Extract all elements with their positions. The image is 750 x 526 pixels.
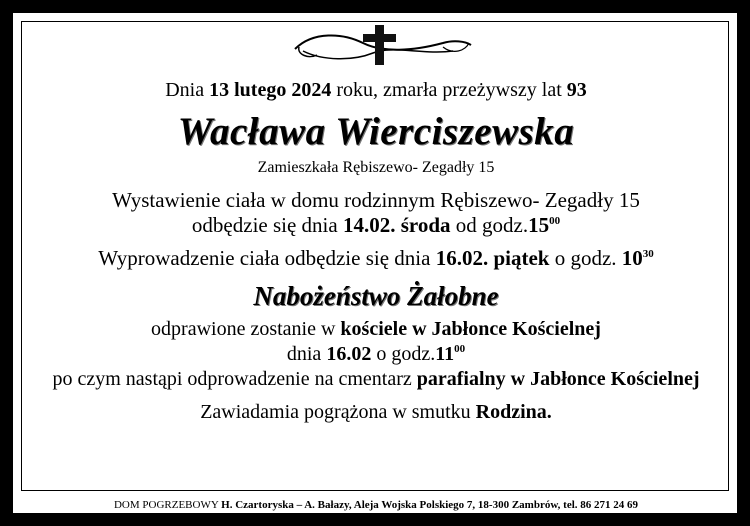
service-place: odprawione zostanie w kościele w Jabłonce Kościelnej (151, 318, 601, 340)
cross-ribbon-icon (293, 21, 473, 69)
service-title: Nabożeństwo Żałobne (253, 281, 499, 311)
viewing-time: odbędzie się dnia 14.02. środa od $godz.15^{00}$ (191, 213, 561, 237)
closing-note: Zawiadamia pogrążona w smutku Rodzina. (200, 401, 552, 423)
viewing-location: Wystawienie ciała w domu rodzinnym Rębiszewo- Zegadły 15 (112, 188, 640, 212)
funeral-home-footer: DOM POGRZEBOWY H. Czartoryska – A. Bałazy, Aleja Wojska Polskiego 7, 18-300 Zambrów, tel. 86 271 24 69 (113, 499, 639, 511)
cemetery: po czym nastąpi odprowadzenie na cmentarz parafialny w Jabłonce Kościelnej (52, 368, 700, 390)
death-announcement: Dnia 13 lutego 2024 roku, zmarła przeżywszy lat 93 (165, 79, 587, 101)
deceased-name: Wacława Wierciszewska (177, 110, 575, 153)
service-time: dnia 16.02 o $godz.11^{00}$ (286, 343, 466, 365)
procession-time: Wyprowadzenie ciała odbędzie się dnia 16.02. piątek o godz. $10^{30}$ (98, 246, 654, 270)
residence: Zamieszkała Rębiszewo- Zegadły 15 (257, 159, 495, 176)
obituary-card (12, 12, 738, 514)
